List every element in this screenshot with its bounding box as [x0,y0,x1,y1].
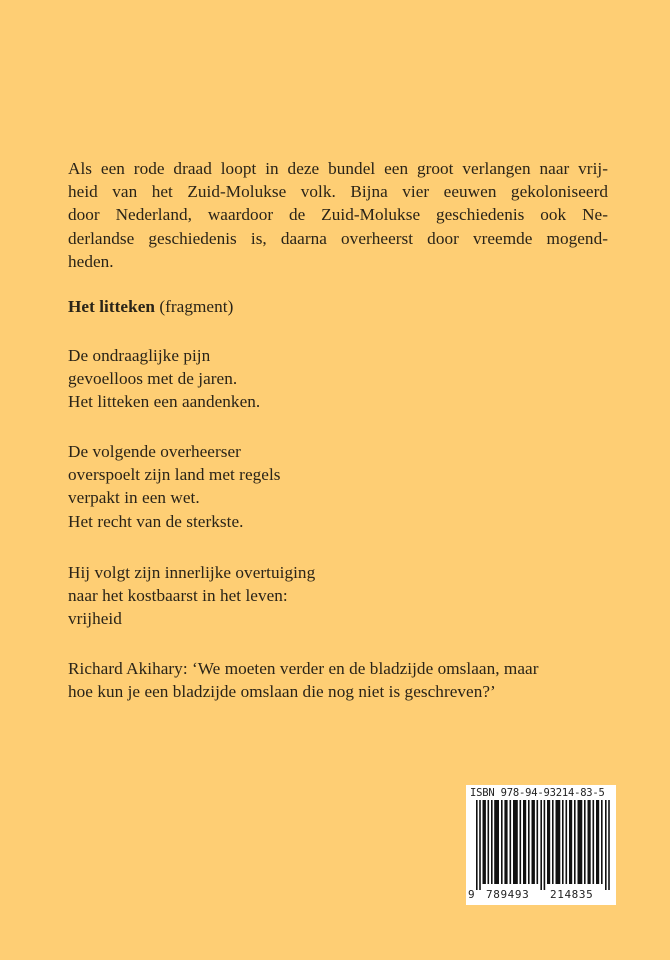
poem-stanza-2 [68,440,608,533]
intro-paragraph [68,157,608,273]
barcode-digits-right: 214835 [550,888,594,901]
poem-line: Het recht van de sterkste. [68,511,244,531]
poem-line: gevoelloos met de jaren. [68,369,238,389]
poem-stanza-3 [68,561,608,631]
poem-line: De volgende overheerser [68,442,241,461]
intro-line: heden. [68,251,114,271]
poem-line: De ondraaglijke pijn [68,346,211,365]
isbn-barcode [466,785,616,905]
poem-heading [68,295,608,318]
poem-stanza-1 [68,344,608,414]
poem-line: vrijheid [68,609,122,629]
intro-line: door Nederland, waardoor de Zuid-Molukse geschiedenis ook Ne- [68,205,608,225]
poem-line: overspoelt zijn land met regels [68,465,281,485]
intro-line: heid van het Zuid-Molukse volk. Bijna vier eeuwen gekoloniseerd [68,182,608,202]
poem-line: naar het kostbaarst in het leven: [68,586,288,606]
poem-title: Het litteken [68,297,155,316]
quote-line: Richard Akihary: ‘We moeten verder en de bladzijde omslaan, maar [68,659,539,678]
barcode-digits-left: 789493 [486,888,530,901]
barcode-digit-first: 9 [468,888,476,901]
poem-line: Hij volgt zijn innerlijke overtuiging [68,563,316,582]
poem-line: Het litteken een aandenken. [68,392,261,412]
author-quote [68,657,608,703]
intro-line: Als een rode draad loopt in deze bundel een groot verlangen naar vrij- [68,159,608,178]
poem-line: verpakt in een wet. [68,488,200,508]
isbn-label: ISBN 978-94-93214-83-5 [470,787,605,799]
poem-subtitle: (fragment) [159,297,234,316]
barcode-bars-icon [476,800,610,890]
quote-line: hoe kun je een bladzijde omslaan die nog niet is geschreven?’ [68,682,496,702]
intro-line: derlandse geschiedenis is, daarna overheerst door vreemde mogend- [68,228,608,248]
